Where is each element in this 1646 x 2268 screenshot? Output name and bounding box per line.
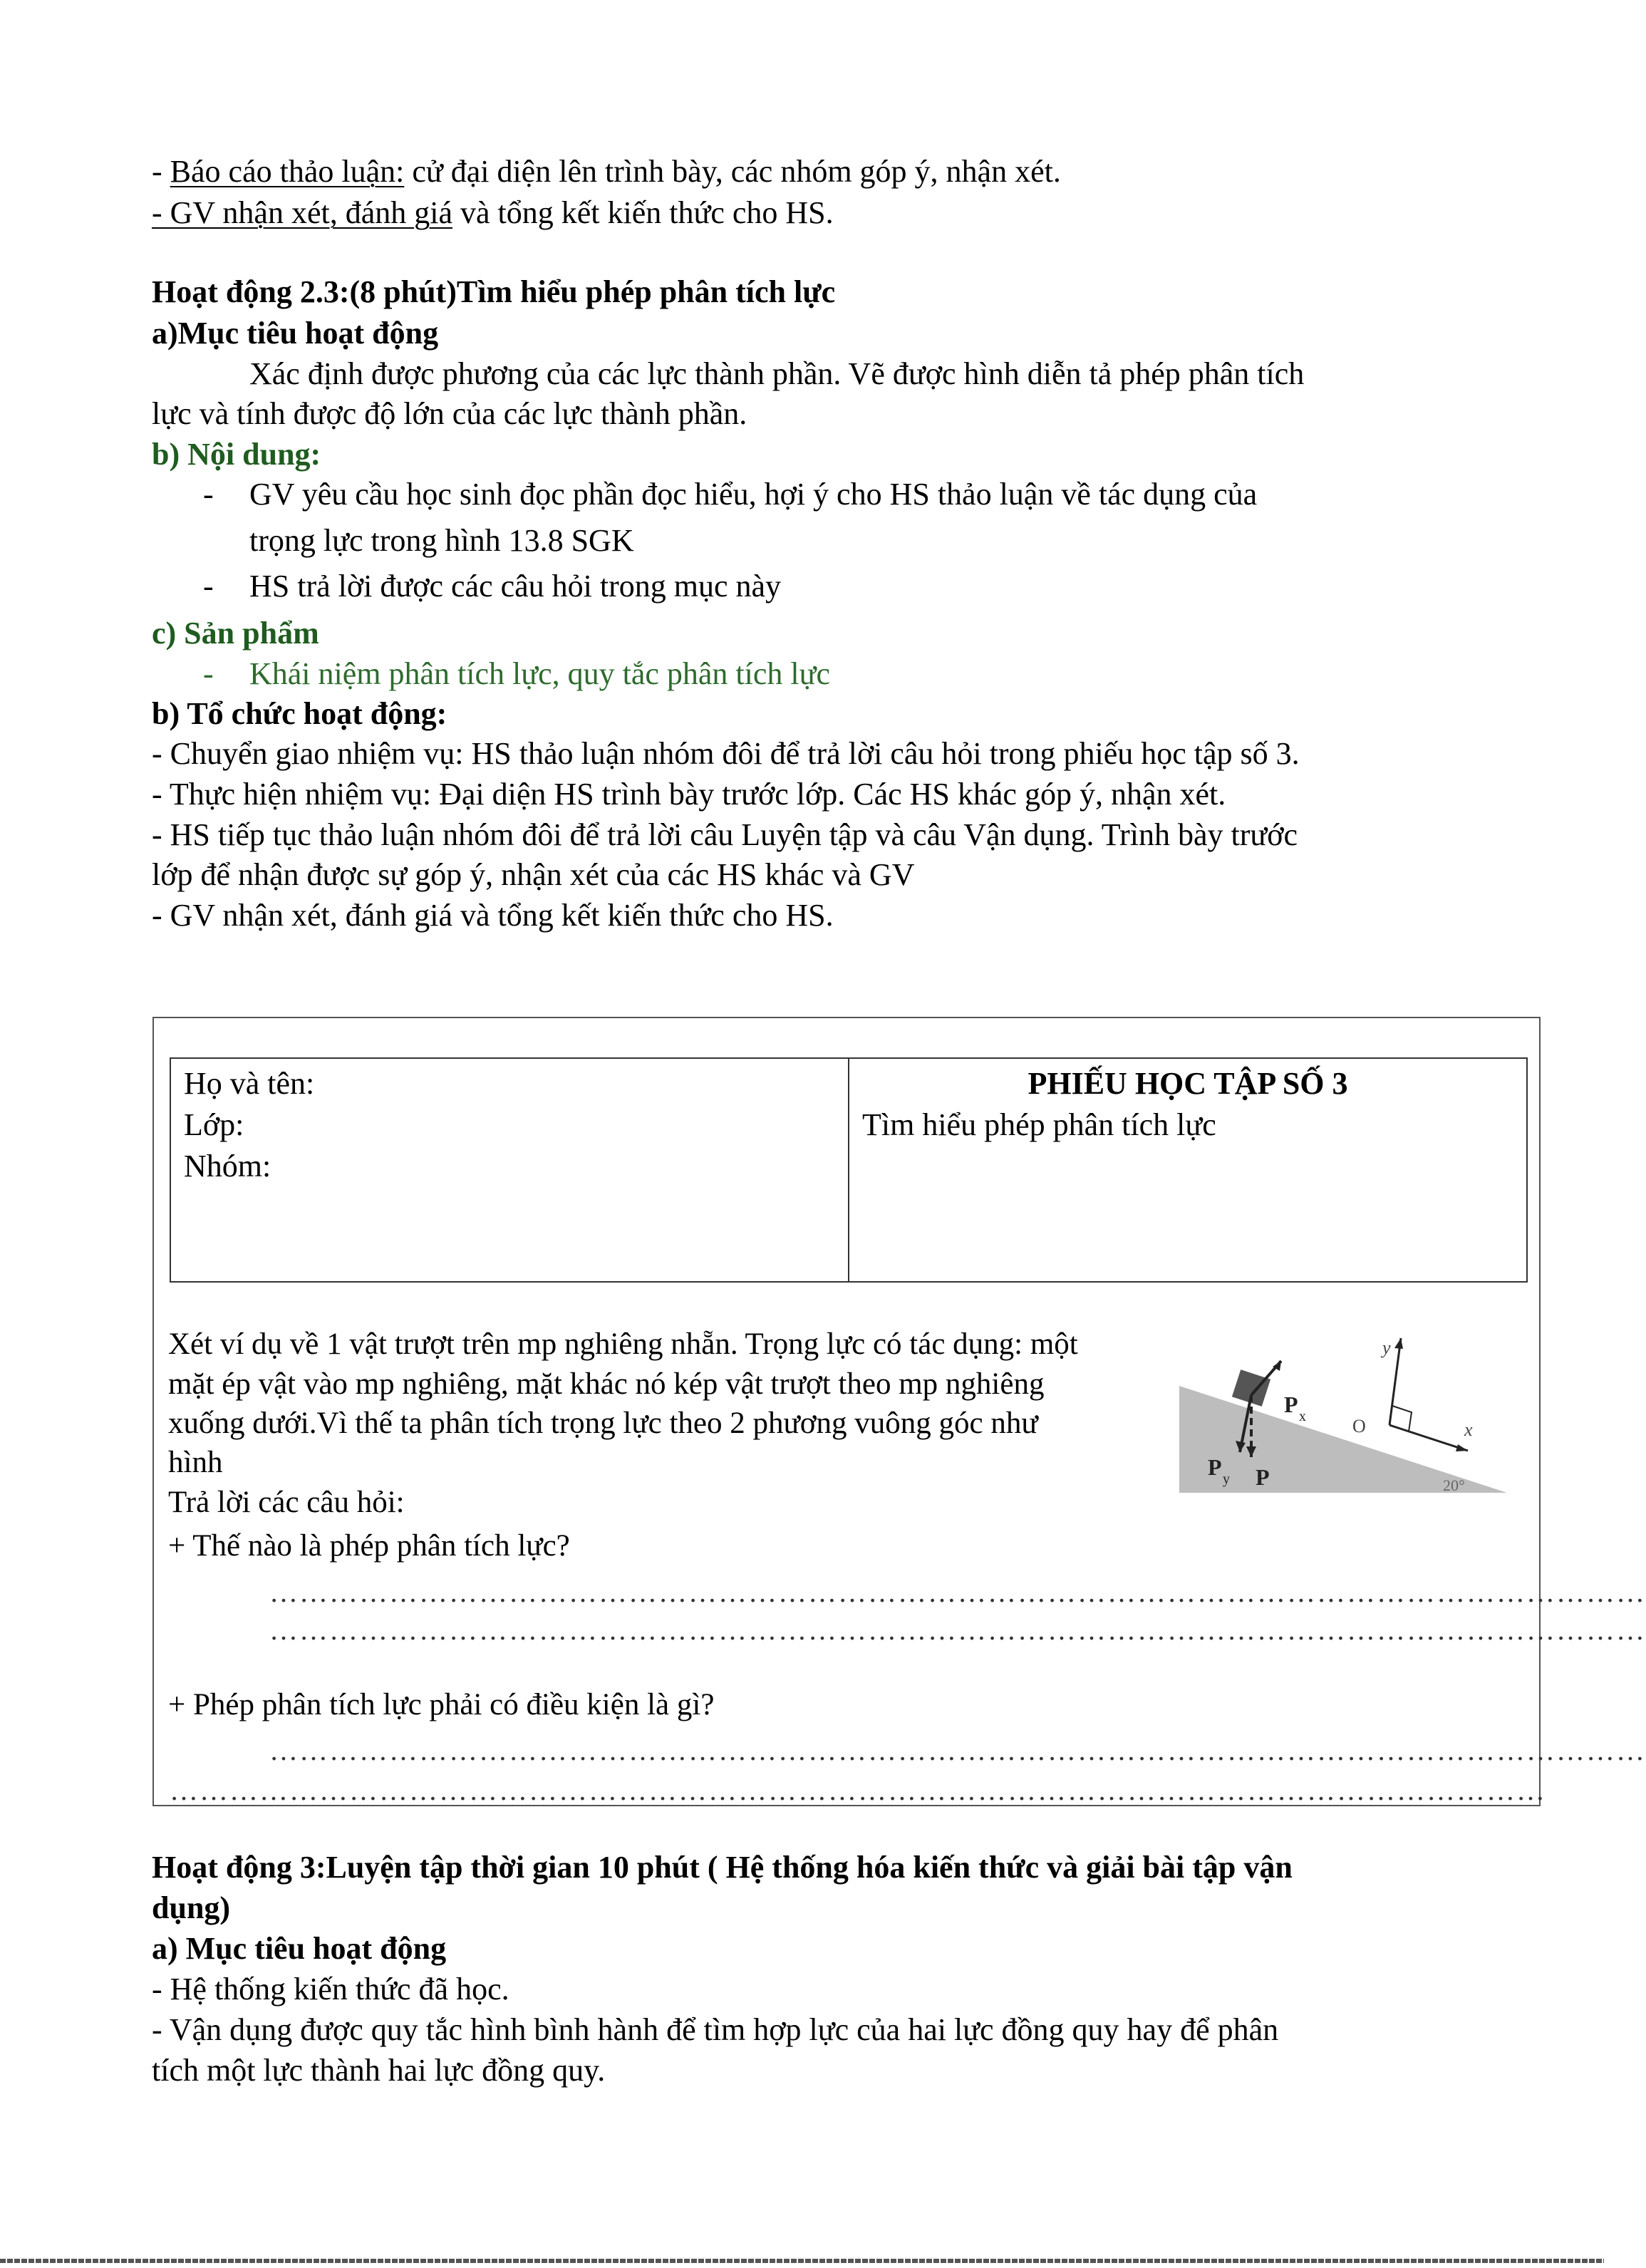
objective-text-line2: lực và tính được độ lớn của các lực thành phần. (152, 396, 747, 431)
label-o: O (1352, 1416, 1366, 1436)
content-item-1-line1: GV yêu cầu học sinh đọc phần đọc hiểu, hợi ý cho HS thảo luận về tác dụng của (249, 477, 1258, 512)
angle-label: 20° (1443, 1476, 1465, 1494)
label-x: x (1464, 1419, 1473, 1440)
worksheet-subtitle: Tìm hiểu phép phân tích lực (862, 1107, 1216, 1142)
answer-line-2[interactable]: ………………………………………………………………………………………………………………………… (269, 1614, 1646, 1646)
x-axis-arrowhead (1456, 1444, 1468, 1451)
product-item: Khái niệm phân tích lực, quy tắc phân tích lực (249, 656, 831, 691)
activity-3-line-2: - Vận dụng được quy tắc hình bình hành để tìm hợp lực của hai lực đồng quy hay để phân (152, 2012, 1279, 2047)
activity-3-line-1: - Hệ thống kiến thức đã học. (152, 1972, 509, 2006)
label-y: y (1382, 1337, 1391, 1358)
organization-line-5: - GV nhận xét, đánh giá và tổng kết kiến thức cho HS. (152, 898, 834, 933)
activity-2-3-heading: Hoạt động 2.3:(8 phút)Tìm hiểu phép phân tích lực (152, 274, 836, 309)
content-item-1-bullet: - (203, 477, 214, 512)
bottom-page-edge (0, 2259, 1604, 2263)
activity-3-heading-line2: dụng) (152, 1890, 231, 1925)
label-px-subscript: x (1299, 1409, 1306, 1424)
product-item-bullet: - (203, 656, 214, 691)
label-p: P (1256, 1464, 1270, 1490)
y-axis (1389, 1338, 1401, 1425)
organization-line-1: - Chuyển giao nhiệm vụ: HS thảo luận nhóm đôi để trả lời câu hỏi trong phiếu học tập số 3. (152, 736, 1300, 771)
activity-3-heading-line1: Hoạt động 3:Luyện tập thời gian 10 phút ( Hệ thống hóa kiến thức và giải bài tập vận (152, 1850, 1293, 1885)
activity-3-objective-heading: a) Mục tiêu hoạt động (152, 1931, 447, 1966)
organization-heading: b) Tổ chức hoạt động: (152, 696, 447, 731)
worksheet-para-1: Xét ví dụ về 1 vật trượt trên mp nghiêng nhẵn. Trọng lực có tác dụng: một (168, 1327, 1078, 1361)
student-info-cell (171, 1059, 849, 1281)
label-px: P (1284, 1392, 1298, 1417)
gv-review-label: - GV nhận xét, đánh giá (152, 195, 452, 230)
organization-line-3: - HS tiếp tục thảo luận nhóm đôi để trả lời câu Luyện tập và câu Vận dụng. Trình bày trước (152, 817, 1298, 852)
organization-line-4: lớp để nhận được sự góp ý, nhận xét của các HS khác và GV (152, 857, 915, 892)
objective-text-line1: Xác định được phương của các lực thành phần. Vẽ được hình diễn tả phép phân tích (249, 356, 1305, 391)
content-item-2-bullet: - (203, 569, 214, 604)
answer-line-1[interactable]: ………………………………………………………………………………………………………………………… (269, 1576, 1646, 1608)
worksheet-para-3: xuống dưới.Vì thế ta phân tích trọng lực theo 2 phương vuông góc như (168, 1407, 1038, 1440)
worksheet-title: PHIẾU HỌC TẬP SỐ 3 (1028, 1066, 1348, 1101)
answer-line-3[interactable]: ………………………………………………………………………………………………………………………… (269, 1734, 1646, 1766)
question-2: + Phép phân tích lực phải có điều kiện là gì? (168, 1688, 715, 1721)
content-heading: b) Nội dung: (152, 437, 321, 472)
question-1: + Thế nào là phép phân tích lực? (168, 1529, 570, 1563)
name-label: Họ và tên: (184, 1066, 315, 1101)
answer-line-4[interactable]: ………………………………………………………………………………………………………………………… (170, 1774, 1546, 1806)
product-heading: c) Sản phẩm (152, 616, 319, 651)
report-line (152, 152, 1061, 192)
group-label: Nhóm: (184, 1149, 271, 1184)
content-item-2: HS trả lời được các câu hỏi trong mục này (249, 569, 782, 604)
gv-review-text: và tổng kết kiến thức cho HS. (452, 195, 834, 230)
report-label: Báo cáo thảo luận: (170, 154, 405, 189)
worksheet-title-cell (849, 1059, 1526, 1281)
class-label: Lớp: (184, 1107, 244, 1142)
organization-line-2: - Thực hiện nhiệm vụ: Đại diện HS trình bày trước lớp. Các HS khác góp ý, nhận xét. (152, 777, 1226, 812)
incline-figure (1176, 1332, 1511, 1503)
objective-heading: a)Mục tiêu hoạt động (152, 316, 439, 351)
content-item-1-line2: trọng lực trong hình 13.8 SGK (249, 523, 634, 558)
label-py-subscript: y (1223, 1471, 1230, 1487)
label-py: P (1208, 1454, 1222, 1480)
x-axis (1389, 1425, 1468, 1451)
gv-review-line (152, 193, 834, 233)
answer-prompt: Trả lời các câu hỏi: (168, 1486, 405, 1519)
worksheet-para-2: mặt ép vật vào mp nghiêng, mặt khác nó kép vật trượt theo mp nghiêng (168, 1367, 1045, 1401)
worksheet-header-table (170, 1057, 1528, 1283)
report-text: cử đại diện lên trình bày, các nhóm góp ý, nhận xét. (404, 154, 1061, 189)
activity-3-line-3: tích một lực thành hai lực đồng quy. (152, 2053, 606, 2088)
worksheet-para-4: hình (168, 1446, 223, 1479)
report-prefix: - (152, 154, 170, 189)
